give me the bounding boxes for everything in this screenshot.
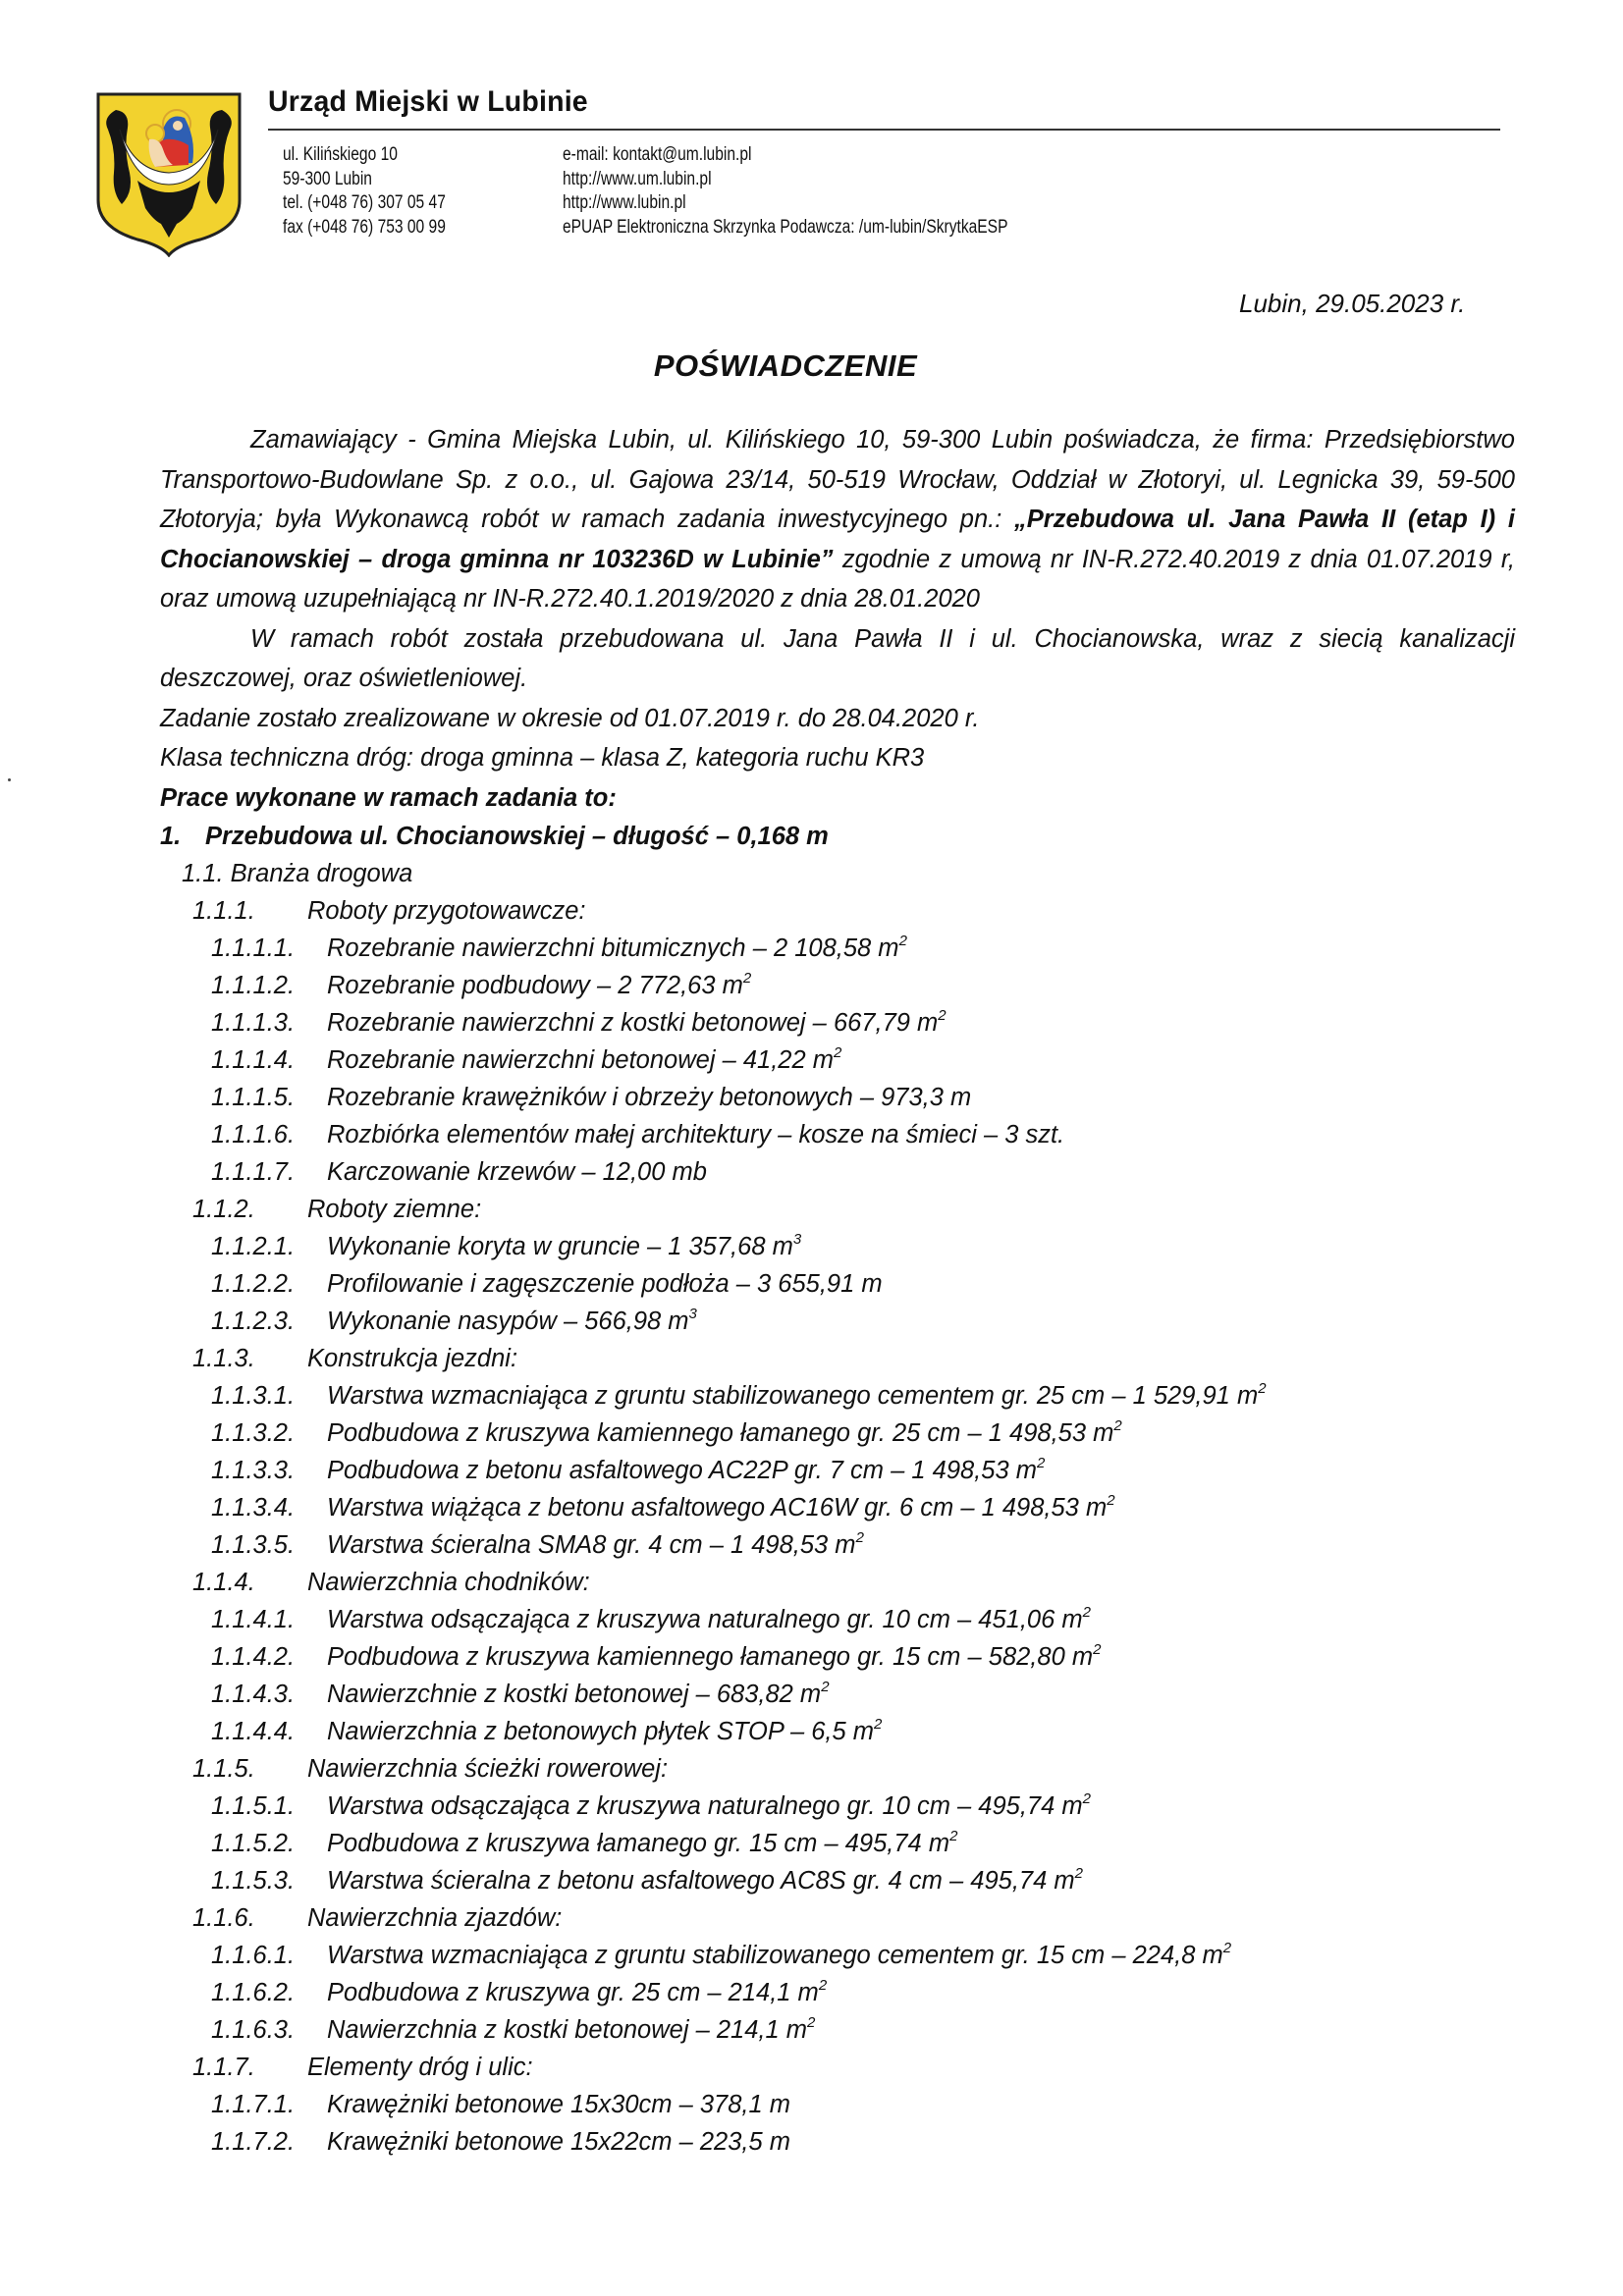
header-divider bbox=[268, 129, 1500, 131]
works-heading: Prace wykonane w ramach zadania to: bbox=[160, 783, 617, 812]
item-text: Profilowanie i zagęszczenie podłoża – 3 655,91 m bbox=[327, 1270, 883, 1298]
item-number: 1.1.6.1. bbox=[211, 1942, 296, 1969]
item-number: 1.1.4.2. bbox=[211, 1643, 296, 1671]
unit-exponent: 2 bbox=[742, 970, 752, 987]
item-text: Warstwa wzmacniająca z gruntu stabilizowanego cementem gr. 25 cm – 1 529,91 m bbox=[327, 1382, 1259, 1410]
item-text: Podbudowa z betonu asfaltowego AC22P gr. 7 cm – 1 498,53 m bbox=[327, 1457, 1037, 1484]
group-number: 1.1.1. bbox=[192, 897, 255, 925]
organization-name: Urząd Miejski w Lubinie bbox=[268, 85, 588, 118]
section-number: 1. bbox=[160, 823, 182, 850]
item-number: 1.1.1.7. bbox=[211, 1158, 296, 1186]
item-number: 1.1.1.3. bbox=[211, 1009, 296, 1037]
work-item bbox=[160, 1713, 1515, 1750]
website-link-um[interactable]: http://www.um.lubin.pl bbox=[563, 168, 712, 189]
unit-exponent: 2 bbox=[949, 1828, 958, 1844]
branch-text: Branża drogowa bbox=[230, 860, 413, 887]
road-class-line: Klasa techniczna dróg: droga gminna – klasa Z, kategoria ruchu KR3 bbox=[160, 744, 925, 772]
work-item bbox=[160, 1153, 1515, 1191]
coat-of-arms-icon bbox=[94, 90, 243, 257]
unit-exponent: 2 bbox=[874, 1716, 883, 1733]
work-item bbox=[160, 1041, 1515, 1079]
item-number: 1.1.1.4. bbox=[211, 1046, 296, 1074]
item-number: 1.1.7.1. bbox=[211, 2091, 296, 2118]
work-item bbox=[160, 1452, 1515, 1489]
group-text: Nawierzchnia zjazdów: bbox=[307, 1904, 563, 1932]
work-item bbox=[160, 1228, 1515, 1265]
work-item bbox=[160, 1526, 1515, 1564]
group-text: Konstrukcja jezdni: bbox=[307, 1345, 518, 1372]
place-and-date: Lubin, 29.05.2023 r. bbox=[1239, 289, 1466, 318]
item-number: 1.1.6.3. bbox=[211, 2016, 296, 2044]
item-text: Rozbiórka elementów małej architektury – kosze na śmieci – 3 szt. bbox=[327, 1121, 1065, 1148]
document-body bbox=[160, 420, 1515, 2161]
item-number: 1.1.2.1. bbox=[211, 1233, 296, 1260]
item-text: Rozebranie nawierzchni z kostki betonowej – 667,79 m bbox=[327, 1009, 939, 1037]
item-number: 1.1.4.3. bbox=[211, 1681, 296, 1708]
item-text: Warstwa wiążąca z betonu asfaltowego AC16W gr. 6 cm – 1 498,53 m bbox=[327, 1494, 1108, 1522]
work-item bbox=[160, 930, 1515, 967]
item-number: 1.1.3.2. bbox=[211, 1419, 296, 1447]
intro-paragraph bbox=[160, 420, 1515, 619]
work-item bbox=[160, 1788, 1515, 1825]
item-number: 1.1.1.1. bbox=[211, 934, 296, 962]
email-link[interactable]: e-mail: kontakt@um.lubin.pl bbox=[563, 144, 752, 165]
fax-number: fax (+048 76) 753 00 99 bbox=[283, 216, 446, 238]
group-heading bbox=[160, 2049, 1515, 2086]
item-text: Warstwa ścieralna z betonu asfaltowego AC8S gr. 4 cm – 495,74 m bbox=[327, 1867, 1075, 1895]
work-item bbox=[160, 1004, 1515, 1041]
section-text: Przebudowa ul. Chocianowskiej – długość – 0,168 m bbox=[205, 823, 829, 850]
unit-exponent: 2 bbox=[821, 1679, 830, 1695]
unit-exponent: 2 bbox=[1082, 1790, 1091, 1807]
item-text: Wykonanie koryta w gruncie – 1 357,68 m bbox=[327, 1233, 793, 1260]
unit-exponent: 3 bbox=[792, 1231, 802, 1248]
item-number: 1.1.3.3. bbox=[211, 1457, 296, 1484]
work-item bbox=[160, 1676, 1515, 1713]
item-text: Rozebranie krawężników i obrzeży betonowych – 973,3 m bbox=[327, 1084, 972, 1111]
unit-exponent: 2 bbox=[1107, 1492, 1115, 1509]
item-text: Rozebranie nawierzchni betonowej – 41,22 m bbox=[327, 1046, 834, 1074]
unit-exponent: 2 bbox=[938, 1007, 947, 1024]
unit-exponent: 2 bbox=[1093, 1641, 1102, 1658]
group-number: 1.1.7. bbox=[192, 2054, 255, 2081]
item-number: 1.1.5.1. bbox=[211, 1792, 296, 1820]
work-groups bbox=[160, 892, 1515, 2161]
work-item bbox=[160, 1303, 1515, 1340]
scope-paragraph bbox=[160, 619, 1515, 699]
group-text: Elementy dróg i ulic: bbox=[307, 2054, 533, 2081]
unit-exponent: 2 bbox=[807, 2014, 816, 2031]
branch-number: 1.1. bbox=[182, 860, 224, 887]
work-item bbox=[160, 1377, 1515, 1415]
item-number: 1.1.7.2. bbox=[211, 2128, 296, 2156]
group-heading bbox=[160, 892, 1515, 930]
group-text: Roboty ziemne: bbox=[307, 1196, 482, 1223]
unit-exponent: 2 bbox=[1082, 1604, 1091, 1621]
epuap-address: ePUAP Elektroniczna Skrzynka Podawcza: /um-lubin/SkrytkaESP bbox=[563, 216, 1008, 238]
unit-exponent: 2 bbox=[1258, 1380, 1267, 1397]
work-item bbox=[160, 1825, 1515, 1862]
work-item bbox=[160, 1489, 1515, 1526]
website-link-lubin[interactable]: http://www.lubin.pl bbox=[563, 192, 686, 213]
group-text: Roboty przygotowawcze: bbox=[307, 897, 586, 925]
unit-exponent: 3 bbox=[688, 1306, 697, 1322]
item-text: Nawierzchnia z kostki betonowej – 214,1 m bbox=[327, 2016, 807, 2044]
item-number: 1.1.5.3. bbox=[211, 1867, 296, 1895]
group-heading bbox=[160, 1191, 1515, 1228]
work-item bbox=[160, 1601, 1515, 1638]
item-number: 1.1.1.5. bbox=[211, 1084, 296, 1111]
item-number: 1.1.6.2. bbox=[211, 1979, 296, 2006]
item-number: 1.1.2.2. bbox=[211, 1270, 296, 1298]
work-item bbox=[160, 2123, 1515, 2161]
unit-exponent: 2 bbox=[1036, 1455, 1046, 1471]
unit-exponent: 2 bbox=[818, 1977, 828, 1994]
item-text: Warstwa odsączająca z kruszywa naturalnego gr. 10 cm – 451,06 m bbox=[327, 1606, 1083, 1633]
item-text: Warstwa odsączająca z kruszywa naturalnego gr. 10 cm – 495,74 m bbox=[327, 1792, 1083, 1820]
work-item bbox=[160, 1937, 1515, 1974]
item-text: Krawężniki betonowe 15x22cm – 223,5 m bbox=[327, 2128, 791, 2156]
work-item bbox=[160, 2011, 1515, 2049]
item-number: 1.1.3.4. bbox=[211, 1494, 296, 1522]
item-number: 1.1.3.5. bbox=[211, 1531, 296, 1559]
scan-speck bbox=[8, 778, 11, 781]
item-text: Karczowanie krzewów – 12,00 mb bbox=[327, 1158, 707, 1186]
work-item bbox=[160, 967, 1515, 1004]
unit-exponent: 2 bbox=[855, 1529, 864, 1546]
item-number: 1.1.4.1. bbox=[211, 1606, 296, 1633]
unit-exponent: 2 bbox=[1113, 1417, 1122, 1434]
item-number: 1.1.3.1. bbox=[211, 1382, 296, 1410]
group-heading bbox=[160, 1899, 1515, 1937]
work-item bbox=[160, 1079, 1515, 1116]
group-heading bbox=[160, 1564, 1515, 1601]
item-number: 1.1.1.2. bbox=[211, 972, 296, 999]
unit-exponent: 2 bbox=[1222, 1940, 1232, 1956]
unit-exponent: 2 bbox=[1074, 1865, 1083, 1882]
work-item bbox=[160, 1116, 1515, 1153]
group-number: 1.1.2. bbox=[192, 1196, 255, 1223]
item-text: Podbudowa z kruszywa łamanego gr. 15 cm – 495,74 m bbox=[327, 1830, 950, 1857]
group-number: 1.1.6. bbox=[192, 1904, 255, 1932]
item-text: Nawierzchnie z kostki betonowej – 683,82 m bbox=[327, 1681, 822, 1708]
address-street: ul. Kilińskiego 10 bbox=[283, 144, 398, 165]
group-text: Nawierzchnia ścieżki rowerowej: bbox=[307, 1755, 669, 1783]
item-text: Wykonanie nasypów – 566,98 m bbox=[327, 1308, 689, 1335]
item-text: Krawężniki betonowe 15x30cm – 378,1 m bbox=[327, 2091, 791, 2118]
item-number: 1.1.1.6. bbox=[211, 1121, 296, 1148]
group-text: Nawierzchnia chodników: bbox=[307, 1569, 590, 1596]
work-item bbox=[160, 2086, 1515, 2123]
scope-text: W ramach robót została przebudowana ul. Jana Pawła II i ul. Chocianowska, wraz z siecią kanalizacji deszczowej, oraz oświetleniowej. bbox=[160, 624, 1515, 692]
item-text: Rozebranie podbudowy – 2 772,63 m bbox=[327, 972, 743, 999]
work-item bbox=[160, 1265, 1515, 1303]
document-title: POŚWIADCZENIE bbox=[653, 348, 918, 383]
item-text: Podbudowa z kruszywa kamiennego łamanego gr. 15 cm – 582,80 m bbox=[327, 1643, 1094, 1671]
work-item bbox=[160, 1638, 1515, 1676]
contract-text: zgodnie z umową nr IN-R.272.40.2019 z dnia 01.07.2019 r, oraz umową uzupełniającą nr IN-R.272.40.1.2019/2020 z dnia 28.01.2020 bbox=[160, 545, 1515, 613]
item-text: Warstwa ścieralna SMA8 gr. 4 cm – 1 498,53 m bbox=[327, 1531, 856, 1559]
item-number: 1.1.4.4. bbox=[211, 1718, 296, 1745]
group-number: 1.1.4. bbox=[192, 1569, 255, 1596]
item-text: Warstwa wzmacniająca z gruntu stabilizowanego cementem gr. 15 cm – 224,8 m bbox=[327, 1942, 1223, 1969]
unit-exponent: 2 bbox=[833, 1044, 842, 1061]
address-block bbox=[283, 143, 446, 240]
group-number: 1.1.5. bbox=[192, 1755, 255, 1783]
work-item bbox=[160, 1415, 1515, 1452]
group-number: 1.1.3. bbox=[192, 1345, 255, 1372]
intro-text: Zamawiający - Gmina Miejska Lubin, ul. Kilińskiego 10, 59-300 Lubin poświadcza, że firma: Przedsiębiorstwo Transportowo-Budowlane Sp. z o.o., ul. Gajowa 23/14, 50-519 Wrocław, Oddział w Złotoryi, ul. Legnicka 39, 59-500 Złotoryja; była Wykonawcą robót w ramach zadania inwestycyjnego pn.: bbox=[160, 426, 1515, 533]
group-heading bbox=[160, 1340, 1515, 1377]
unit-exponent: 2 bbox=[898, 933, 907, 949]
branch-heading bbox=[160, 855, 1515, 892]
group-heading bbox=[160, 1750, 1515, 1788]
item-text: Rozebranie nawierzchni bitumicznych – 2 108,58 m bbox=[327, 934, 899, 962]
address-city: 59-300 Lubin bbox=[283, 168, 372, 189]
phone-number: tel. (+048 76) 307 05 47 bbox=[283, 192, 446, 213]
item-text: Nawierzchnia z betonowych płytek STOP – 6,5 m bbox=[327, 1718, 875, 1745]
contact-block bbox=[563, 143, 1007, 240]
project-name: „Przebudowa ul. Jana Pawła II (etap I) i Chocianowskiej – droga gminna nr 103236D w Lubinie” bbox=[160, 506, 1515, 573]
item-number: 1.1.5.2. bbox=[211, 1830, 296, 1857]
item-text: Podbudowa z kruszywa kamiennego łamanego gr. 25 cm – 1 498,53 m bbox=[327, 1419, 1114, 1447]
section-heading bbox=[160, 818, 1515, 855]
item-text: Podbudowa z kruszywa gr. 25 cm – 214,1 m bbox=[327, 1979, 819, 2006]
work-item bbox=[160, 1974, 1515, 2011]
period-line: Zadanie zostało zrealizowane w okresie od 01.07.2019 r. do 28.04.2020 r. bbox=[160, 704, 980, 732]
work-item bbox=[160, 1862, 1515, 1899]
item-number: 1.1.2.3. bbox=[211, 1308, 296, 1335]
